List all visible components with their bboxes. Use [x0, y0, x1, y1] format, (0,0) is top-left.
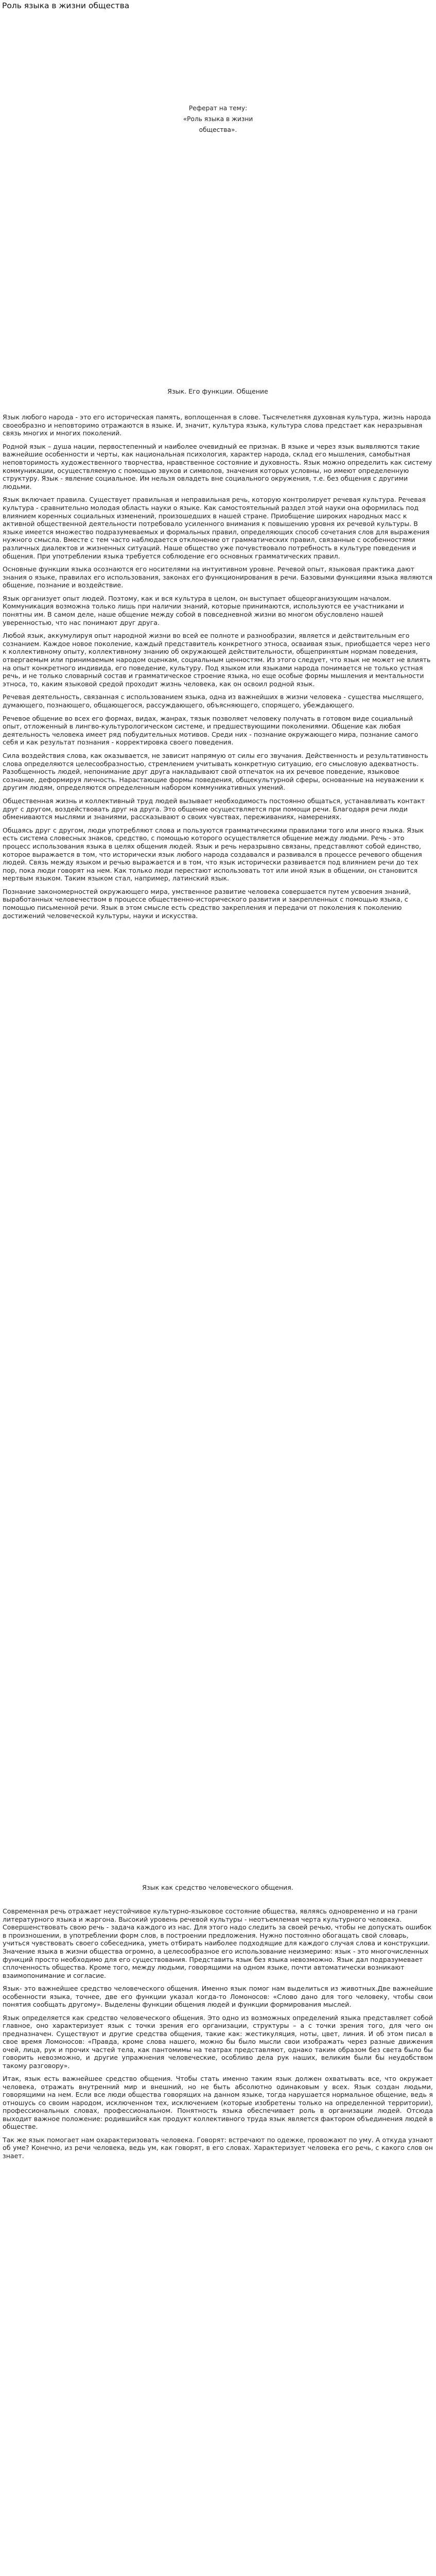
title-page-line-1: Реферат на тему: — [188, 105, 248, 112]
paragraph: Итак, язык есть важнейшее средство общения. Чтобы стать именно таким язык должен охватывать все, что окружает человека, отражать внутренний мир и внешний, но не быть абсолютно одинаковым у всех. Язык создан людьми, говорящими на нем. Если все люди общества говорящих на данном языке, тогда нарушается нормальное общение, ведь я отношусь со своим народом, исключенном тех, исключением (которые изобретены только на определенной территории), профессиональных словах, профессиональном. Понятность языка обеспечивает роль в организации людей. Отсюда выходит важное положение: родившийся как продукт коллективного труда язык является фактором объединения людей в обществе. — [3, 2075, 433, 2131]
section-heading: Язык как средство человеческого общения. — [142, 1884, 293, 1891]
document-title: Роль языка в жизни общества — [2, 1, 130, 10]
paragraph: Язык- это важнейшее средство человеческого общения. Именно язык помог нам выделиться из животных.Две важнейшие особенности языка, точнее, две его функции указал когда-то Ломоносов: «Слово дано для того человеку, чтобы свои понятия сообщать другому». Выделены функции общения людей и функции формирования мыслей. — [3, 1985, 433, 2009]
paragraph: Речевое общение во всех его формах, видах, жанрах, тязык позволяет человеку получать в готовом виде социальный опыт, отложенный в лингво-культурологическом системе, и предшествующими поколениями. Общение как любая деятельность человека имеет ряд побудительных мотивов. Среди них - познание окружающего мира, познание самого себя и как результат познания - корректировка своего поведения. — [3, 714, 418, 747]
paragraph: Любой язык, аккумулируя опыт народной жизни во всей ее полноте и разнообразии, является и действительным его сознанием. Каждое новое поколение, каждый представитель конкретного этноса, осваивая язык, приобщается через него к коллективному опыту, коллективному знанию об окружающей действительности, общепринятым нормам поведения, отвергаемым или принимаемым народом оценкам, социальным ценностям. Из этого следует, что язык не может не влиять на опыт конкретного индивида, его поведение, культуру. Под языком или языками народа понимается не только устная речь, и не только словарный состав и грамматическое строение языка, но еще особые формы мышления и ментальности этноса, то, каким языковой средой проходит жизнь человека, как он освоил родной язык. — [3, 632, 431, 688]
paragraph: Язык определяется как средство человеческого общения. Это одно из возможных определений языка представляет собой главное, оно характеризует язык с точки зрения его организации, структуры – а с точки зрения того, для чего он предназначен. Существуют и другие средства общения, такие как: жестикуляция, ноты, цвет, линия. И об этом писал в свое время Ломоносов: «Правда, кроме слова нашего, можно бы было мысли свои изображать через разные движения очей, лица, рук и прочих частей тела, как пантомимы на театрах представляют, однако таким образом без света было бы говорить невозможно, и другие упражнения человеческие, особливо дела рук наших, великим были бы неудобством такому разговору». — [3, 2013, 433, 2070]
paragraph: Так же язык помогает нам охарактеризовать человека. Говорят: встречают по одежке, провожают по уму. А откуда узнают об уме? Конечно, из речи человека, ведь ум, как говорят, в его словах. Характеризует человека его речь, с какого слов он знает. — [3, 2136, 433, 2160]
paragraph: Сила воздействия слова, как оказывается, не зависит напрямую от силы его звучания. Действенность и результативность слова определяются целесообразностью, стремлением учитывать конкретную ситуацию, его смысловую адекватность. Разобщенность людей, непонимание друг друга накладывают свой отпечаток на их речевое поведение, языковое сознание, деформируя личность. Нарастающие формы поведения, общекультурной сферы, основанные на неуважении к другим людям, определяются определенным набором коммуникативных умений. — [3, 751, 428, 792]
paragraph: Речевая деятельность, связанная с использованием языка, одна из важнейших в жизни человека - существа мыслящего, думающего, познающего, общающегося, рассуждающего, объясняющего, спорящего, убеждающего. — [3, 693, 424, 709]
paragraph: Родной язык – душа нации, первостепенный и наиболее очевидный ее признак. В языке и через язык выявляются такие важнейшие особенности и черты, как национальная психология, характер народа, склад его мышления, самобытная неповторимость художественного творчества, нравственное состояние и духовность. Язык можно определить как систему коммуникации, осуществляемую с помощью звуков и символов, значения которых условны, но имеют определенную структуру. Язык - явление социальное. Им нельзя овладеть вне социального окружения, т.е. без общения с другими людьми. — [3, 442, 432, 490]
title-page-line-3: общества». — [199, 126, 237, 133]
paragraph: Современная речь отражает неустойчивое культурно-языковое состояние общества, являясь одновременно и на грани литературного языка и жаргона. Высокий уровень речевой культуры - неотъемлемая черта культурного человека. Совершенствовать свою речь - задача каждого из нас. Для этого надо следить за своей речью, чтобы не допускать ошибок в произношении, в употреблении форм слов, в построении предложения. Нужно постоянно обогащать свой словарь, учиться чувствовать своего собеседника, уметь отбирать наиболее подходящие для каждого случая слова и конструкции. Значение языка в жизни общества огромно, а целесообразное его использование неизмеримо: язык - это многочисленных функций просто необходимо для его существования. Представить язык без языка невозможно. Язык дал подразумевает сплоченность общества. Кроме того, между людьми, говорящими на одном языке, почти автоматически возникают взаимопонимание и согласие. — [3, 1907, 432, 1979]
section-heading: Язык. Его функции. Общение — [167, 387, 268, 395]
title-page-line-2: «Роль языка в жизни — [183, 115, 253, 123]
paragraph: Язык включает правила. Существует правильная и неправильная речь, которую контролирует речевая культура. Речевая культура - сравнительно молодая область науки о языке. Как самостоятельный раздел этой науки она оформилась под влиянием коренных социальных изменений, произошедших в нашей стране. Приобщение широких народных масс к активной общественной деятельности потребовало усиленного внимания к повышению уровня их речевой культуры. В языке имеется множество подразумеваемых и формальных правил, определяющих способ сочетания слов для выражения нужного смысла. Вместе с тем часто наблюдается отклонение от грамматических правил, связанные с особенностями различных диалектов и жизненных ситуаций. Наше общество уже почувствовало потребность в культуре поведения и общения. При употреблении языка требуется соблюдение его основных грамматических правил. — [3, 496, 430, 560]
section-language-functions — [3, 387, 433, 925]
paragraph: Язык любого народа - это его историческая память, воплощенная в слове. Тысячелетняя духовная культура, жизнь народа своеобразно и неповторимо отражаются в языке. И, значит, культура языка, культура слова предстает как неразрывная связь многих и многих поколений. — [3, 413, 431, 437]
title-page-block — [0, 104, 436, 134]
paragraph: Язык организует опыт людей. Поэтому, как и вся культура в целом, он выступает общеорганизующим началом. Коммуникация возможна только лишь при наличии знаний, которые принимаются, используются ее участниками и понятны им. В самом деле, наше общение между собой в повседневной жизни во многом обусловлено нашей уверенностью, что нас понимают друг друга. — [3, 594, 404, 626]
paragraph: Общественная жизнь и коллективный труд людей вызывает необходимость постоянно общаться, устанавливать контакт друг с другом, воздействовать друг на друга. Это общение осуществляется при помощи речи. Благодаря речи люди обмениваются мыслями и знаниями, рассказывают о своих чувствах, переживаниях, намерениях. — [3, 796, 425, 821]
section-language-as-communication — [3, 1884, 433, 2165]
paragraph: Общаясь друг с другом, люди употребляют слова и пользуются грамматическими правилами того или иного языка. Язык есть система словесных знаков, средство, с помощью которого осуществляется общение между людьми. Речь - это процесс использования языка в целях общения людей. Язык и речь неразрывно связаны, представляют собой единство, которое выражается в том, что исторически язык любого народа создавался и развивался в процессе речевого общения людей. Связь между языком и речью выражается и в том, что язык исторически развивается под влиянием речи до тех пор, пока люди говорят на нем. Как только люди перестают использовать тот или иной язык в общении, он становится мертвым языком. Таким языком стал, например, латинский язык. — [3, 826, 424, 883]
paragraph: Познание закономерностей окружающего мира, умственное развитие человека совершается путем усвоения знаний, выработанных человечеством в процессе общественно-исторического развития и закрепленных с помощью языка, с помощью письменной речи. Язык в этом смысле есть средство закрепления и передачи от поколения к поколению достижений человеческой культуры, науки и искусства. — [3, 887, 411, 920]
paragraph: Основные функции языка осознаются его носителями на интуитивном уровне. Речевой опыт, языковая практика дают знания о языке, правилах его использования, законах его функционирования в речи. Базовыми функциями языка являются общение, познание и воздействие. — [3, 565, 433, 589]
